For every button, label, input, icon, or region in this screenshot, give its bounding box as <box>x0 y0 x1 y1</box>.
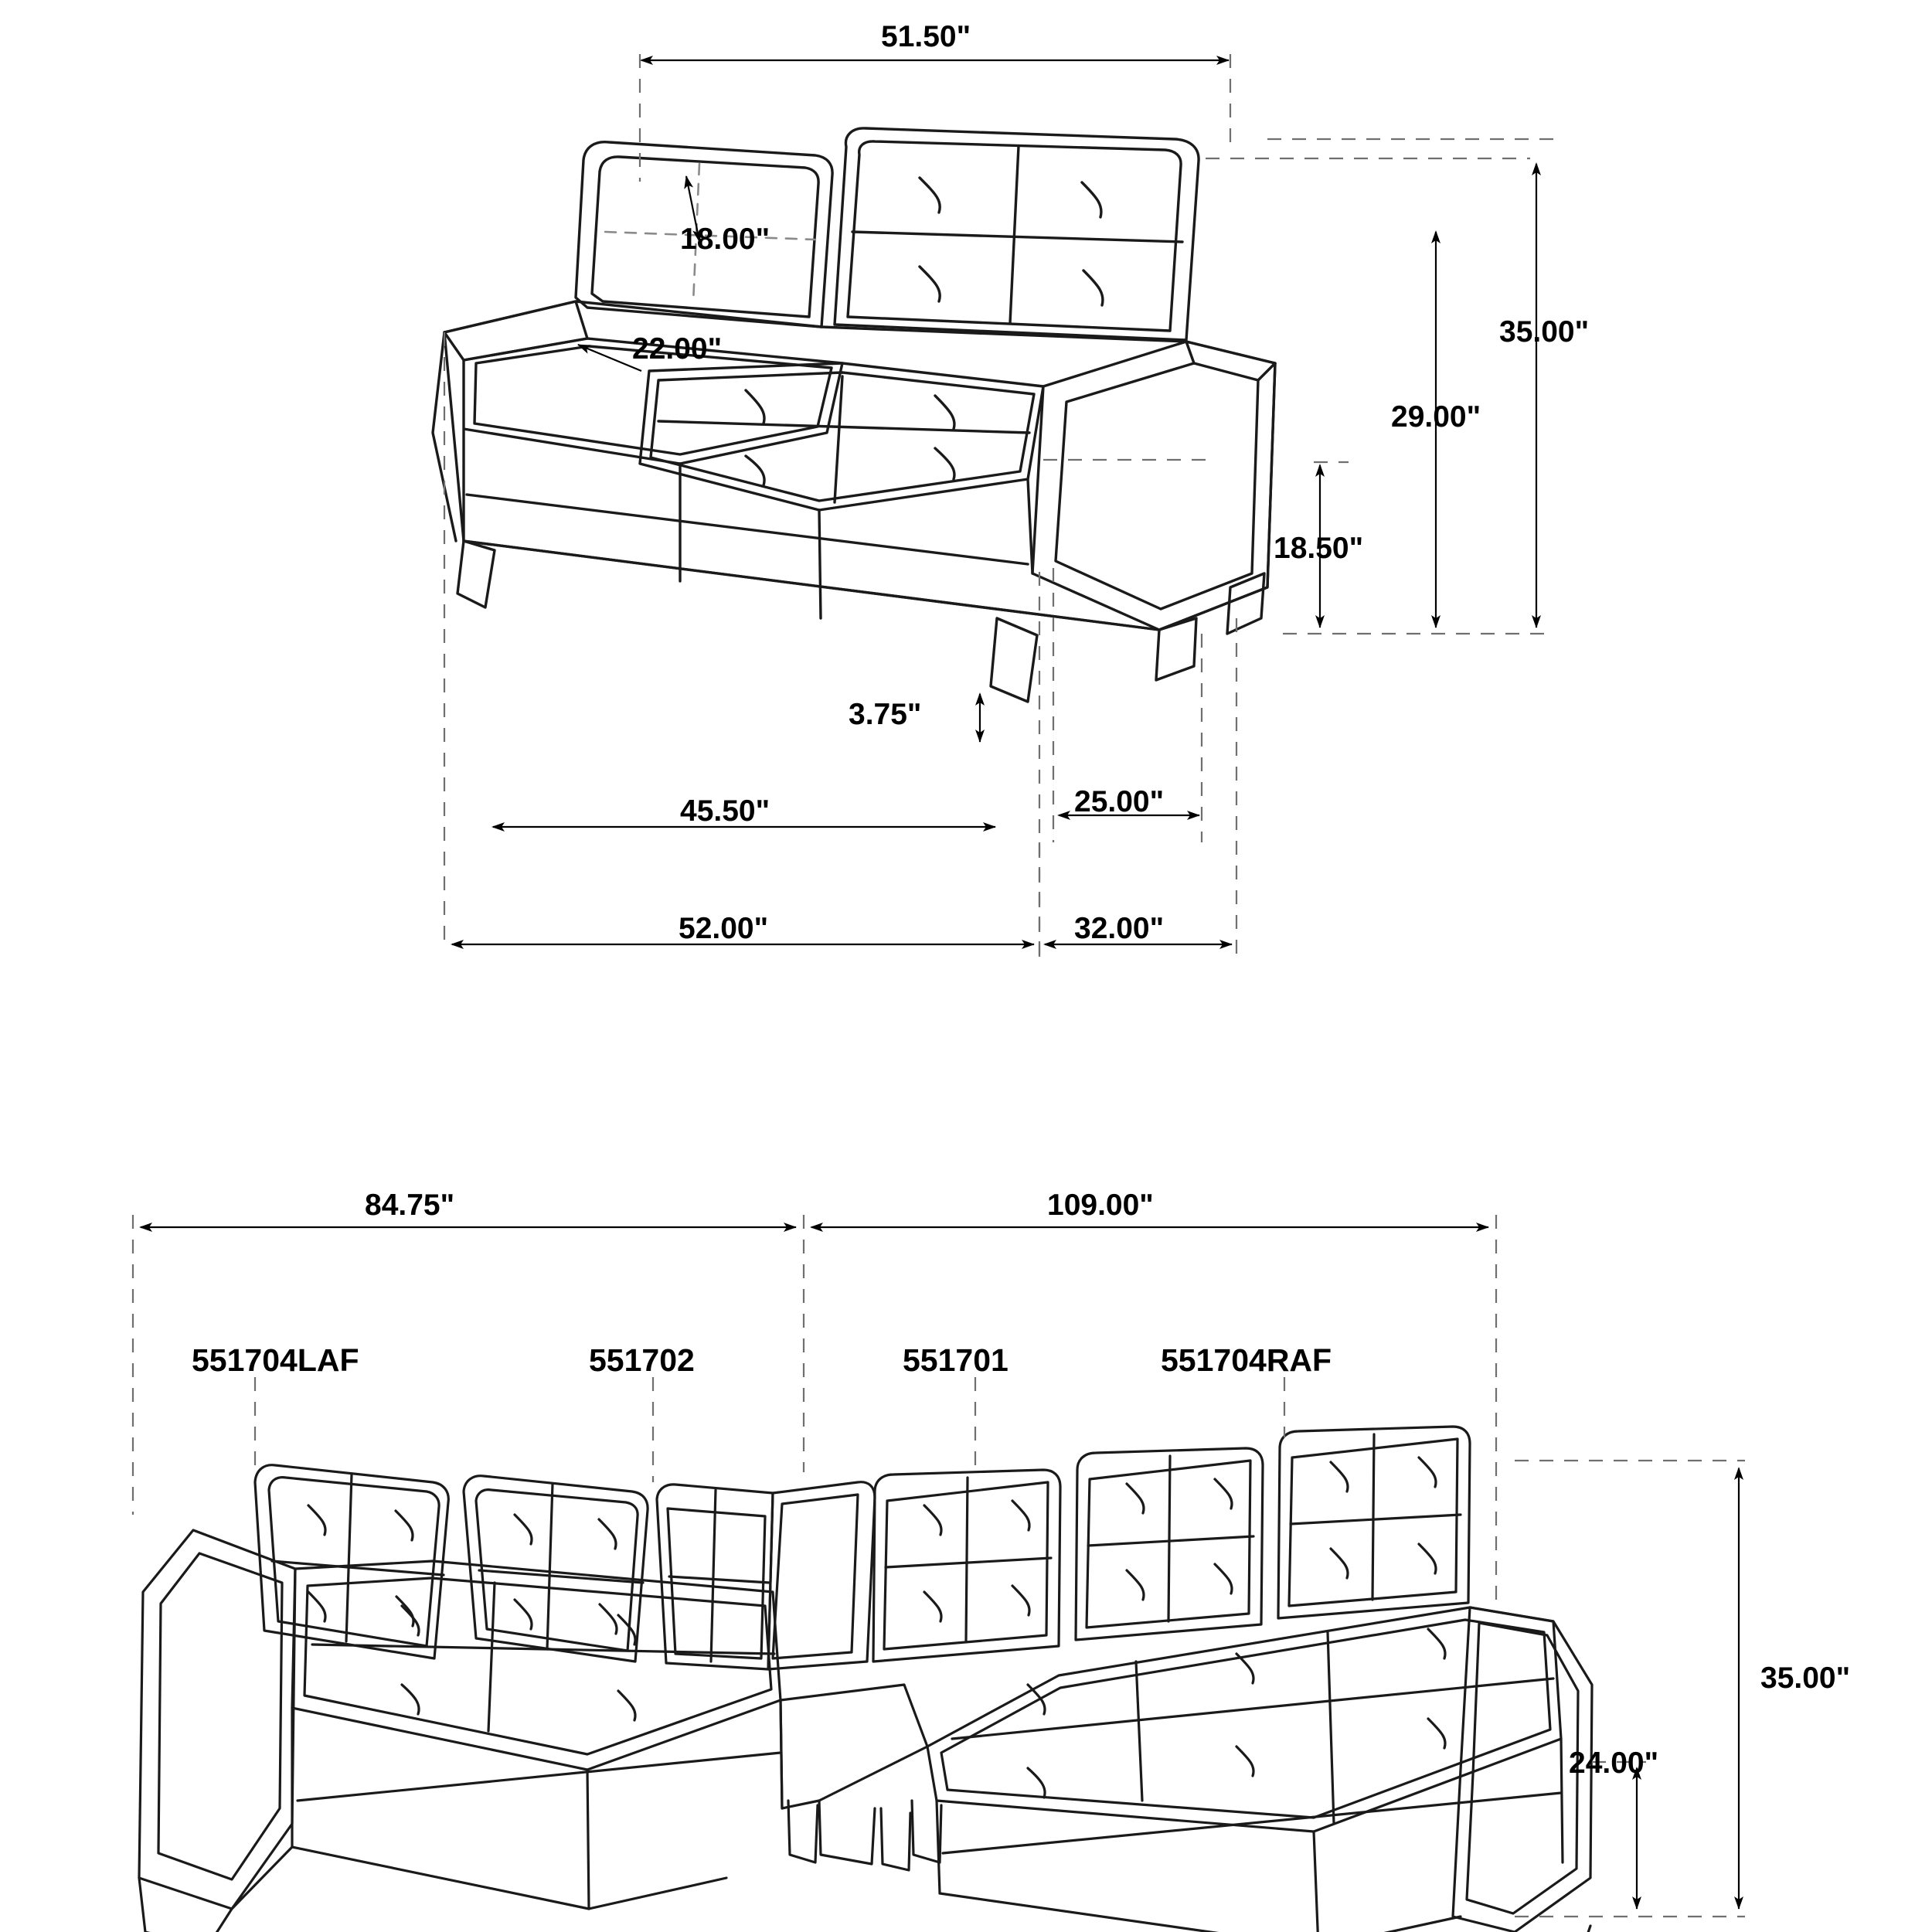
dim-label-sectional-height: 35.00" <box>1760 1662 1851 1695</box>
dim-label-width-top: 51.50" <box>881 20 971 53</box>
dim-label-seat-width: 45.50" <box>680 794 770 828</box>
part-code-551702: 551702 <box>589 1342 695 1378</box>
dim-label-cushion-depth: 18.00" <box>680 223 770 256</box>
dim-label-side-depth-inner: 25.00" <box>1074 785 1165 818</box>
dim-label-leg-height: 3.75" <box>849 698 922 731</box>
dim-label-arm-height: 18.50" <box>1274 532 1364 565</box>
sectional-illustration <box>139 1427 1592 1932</box>
dim-label-seat-depth: 22.00" <box>632 332 723 366</box>
part-code-551704laf: 551704LAF <box>192 1342 359 1378</box>
part-code-551704raf: 551704RAF <box>1161 1342 1332 1378</box>
top-dimension-lines <box>444 54 1553 962</box>
dim-label-left-span: 84.75" <box>365 1189 455 1222</box>
loveseat-illustration <box>433 128 1275 702</box>
dim-label-back-height: 29.00" <box>1391 400 1481 434</box>
dim-label-sectional-arm-height: 24.00" <box>1569 1747 1659 1780</box>
bottom-dimension-lines <box>133 1215 1745 1917</box>
part-code-551701: 551701 <box>903 1342 1009 1378</box>
dim-label-overall-depth: 32.00" <box>1074 912 1165 945</box>
dim-label-overall-height: 35.00" <box>1499 315 1590 349</box>
dim-label-right-span: 109.00" <box>1047 1189 1154 1222</box>
dim-label-overall-width: 52.00" <box>679 912 769 945</box>
